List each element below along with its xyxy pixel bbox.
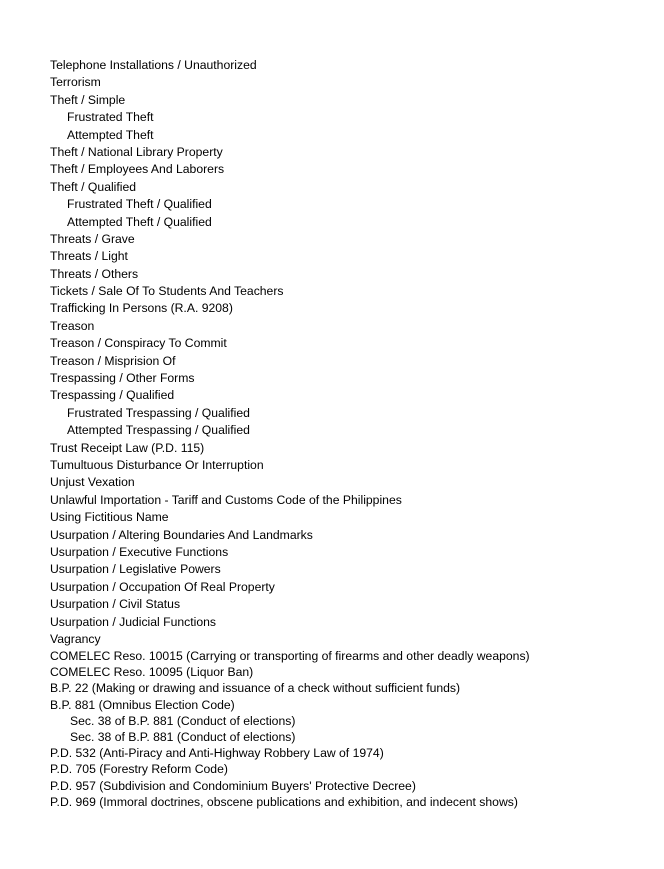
list-entry: Treason / Misprision Of bbox=[50, 353, 176, 368]
sub-entry: Sec. 38 of B.P. 881 (Conduct of elections) bbox=[70, 713, 296, 728]
list-entry: P.D. 705 (Forestry Reform Code) bbox=[50, 762, 228, 777]
sub-entry: Frustrated Trespassing / Qualified bbox=[67, 405, 250, 420]
list-entry: COMELEC Reso. 10095 (Liquor Ban) bbox=[50, 665, 254, 680]
list-entry: Treason / Conspiracy To Commit bbox=[50, 336, 227, 351]
list-entry: Tickets / Sale Of To Students And Teachers bbox=[50, 284, 284, 299]
sub-entry: Frustrated Theft / Qualified bbox=[67, 197, 212, 212]
sub-entry: Attempted Theft / Qualified bbox=[67, 214, 212, 229]
offense-list-part2 bbox=[50, 648, 650, 810]
list-entry: COMELEC Reso. 10015 (Carrying or transporting of firearms and other deadly weapons) bbox=[50, 649, 530, 663]
list-entry: Theft / Simple bbox=[50, 92, 126, 107]
list-entry: Theft / National Library Property bbox=[50, 144, 223, 159]
list-entry: Tumultuous Disturbance Or Interruption bbox=[50, 457, 264, 472]
list-entry: Theft / Employees And Laborers bbox=[50, 162, 225, 177]
list-entry: Threats / Grave bbox=[50, 231, 135, 246]
list-entry: P.D. 969 (Immoral doctrines, obscene publications and exhibition, and indecent shows) bbox=[50, 794, 518, 809]
sub-entry: Attempted Trespassing / Qualified bbox=[67, 423, 250, 438]
sub-entry: Sec. 38 of B.P. 881 (Conduct of elections) bbox=[70, 729, 296, 744]
list-entry: Vagrancy bbox=[50, 631, 101, 646]
sub-entry: Frustrated Theft bbox=[67, 110, 154, 125]
list-entry: B.P. 22 (Making or drawing and issuance of a check without sufficient funds) bbox=[50, 681, 461, 696]
list-entry: Telephone Installations / Unauthorized bbox=[50, 58, 257, 72]
list-entry: Trust Receipt Law (P.D. 115) bbox=[50, 440, 205, 455]
list-entry: Trafficking In Persons (R.A. 9208) bbox=[50, 301, 233, 316]
list-entry: Usurpation / Civil Status bbox=[50, 597, 181, 612]
list-entry: Terrorism bbox=[50, 75, 101, 90]
list-entry: Threats / Others bbox=[50, 266, 139, 281]
list-entry: P.D. 957 (Subdivision and Condominium Buyers' Protective Decree) bbox=[50, 778, 416, 793]
list-entry: P.D. 532 (Anti-Piracy and Anti-Highway Robbery Law of 1974) bbox=[50, 746, 384, 761]
list-entry: Using Fictitious Name bbox=[50, 510, 169, 525]
list-entry: Theft / Qualified bbox=[50, 179, 137, 194]
list-entry: Trespassing / Qualified bbox=[50, 388, 175, 403]
list-entry: Threats / Light bbox=[50, 249, 128, 264]
sub-entry: Attempted Theft bbox=[67, 127, 154, 142]
list-entry: Usurpation / Judicial Functions bbox=[50, 614, 216, 629]
list-entry: Usurpation / Altering Boundaries And Landmarks bbox=[50, 527, 313, 542]
list-entry: Treason bbox=[50, 318, 95, 333]
list-entry: Unlawful Importation - Tariff and Customs Code of the Philippines bbox=[50, 492, 402, 507]
list-entry: B.P. 881 (Omnibus Election Code) bbox=[50, 697, 235, 712]
list-entry: Usurpation / Occupation Of Real Property bbox=[50, 579, 275, 594]
offense-list-part1 bbox=[50, 57, 650, 648]
list-entry: Usurpation / Legislative Powers bbox=[50, 562, 221, 577]
list-entry: Trespassing / Other Forms bbox=[50, 371, 195, 386]
list-entry: Usurpation / Executive Functions bbox=[50, 544, 229, 559]
list-entry: Unjust Vexation bbox=[50, 475, 135, 490]
